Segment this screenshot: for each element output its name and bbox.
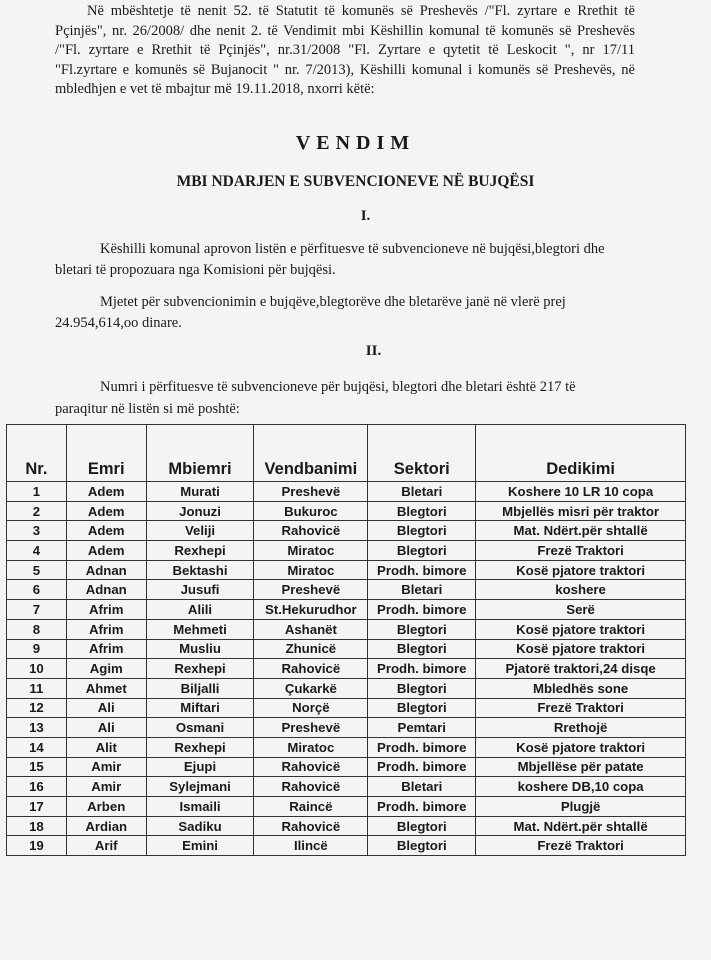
table-row	[7, 541, 686, 561]
cell-sektori: Blegtori	[368, 816, 476, 836]
column-header-mbiemri: Mbiemri	[146, 425, 254, 482]
table-row	[7, 482, 686, 502]
cell-emri: Ardian	[66, 816, 146, 836]
cell-sektori: Bletari	[368, 482, 476, 502]
cell-nr: 8	[7, 619, 67, 639]
section-1-text-line: 24.954,614,oo dinare.	[55, 315, 182, 331]
cell-dedikimi: Frezë Traktori	[476, 541, 686, 561]
cell-nr: 9	[7, 639, 67, 659]
document-title: VENDIM	[295, 132, 416, 154]
cell-vendbanimi: Miratoc	[254, 737, 368, 757]
cell-nr: 14	[7, 737, 67, 757]
cell-emri: Adem	[66, 521, 146, 541]
section-1-text-line: bletari të propozuara nga Komisioni për bujqësi.	[55, 262, 336, 278]
cell-sektori: Pemtari	[368, 718, 476, 738]
cell-nr: 15	[7, 757, 67, 777]
cell-mbiemri: Sylejmani	[146, 777, 254, 797]
table-row	[7, 816, 686, 836]
cell-vendbanimi: St.Hekurudhor	[254, 600, 368, 620]
table-row	[7, 619, 686, 639]
cell-nr: 4	[7, 541, 67, 561]
cell-vendbanimi: Ashanët	[254, 619, 368, 639]
table-row	[7, 521, 686, 541]
cell-nr: 17	[7, 797, 67, 817]
section-2-text-line: Numri i përfituesve të subvencioneve për bujqësi, blegtori dhe bletari është 217 të	[100, 379, 576, 395]
cell-emri: Ali	[66, 718, 146, 738]
cell-sektori: Blegtori	[368, 501, 476, 521]
cell-vendbanimi: Ilincë	[254, 836, 368, 856]
cell-vendbanimi: Miratoc	[254, 560, 368, 580]
table-row	[7, 777, 686, 797]
cell-nr: 3	[7, 521, 67, 541]
cell-emri: Arben	[66, 797, 146, 817]
cell-emri: Agim	[66, 659, 146, 679]
cell-dedikimi: koshere	[476, 580, 686, 600]
cell-mbiemri: Sadiku	[146, 816, 254, 836]
column-header-dedikimi: Dedikimi	[476, 425, 686, 482]
table-row	[7, 757, 686, 777]
section-1-text-line: Mjetet për subvencionimin e bujqëve,blegtorëve dhe bletarëve janë në vlerë prej	[100, 294, 566, 310]
cell-dedikimi: Mat. Ndërt.për shtallë	[476, 816, 686, 836]
cell-nr: 2	[7, 501, 67, 521]
cell-vendbanimi: Preshevë	[254, 482, 368, 502]
cell-mbiemri: Emini	[146, 836, 254, 856]
table-row	[7, 836, 686, 856]
table-row	[7, 600, 686, 620]
cell-dedikimi: Mbjellës misri për traktor	[476, 501, 686, 521]
cell-dedikimi: Kosë pjatore traktori	[476, 737, 686, 757]
cell-emri: Alit	[66, 737, 146, 757]
cell-nr: 16	[7, 777, 67, 797]
column-header-nr: Nr.	[7, 425, 67, 482]
column-header-sektori: Sektori	[368, 425, 476, 482]
cell-sektori: Blegtori	[368, 619, 476, 639]
cell-emri: Ali	[66, 698, 146, 718]
cell-mbiemri: Bektashi	[146, 560, 254, 580]
cell-emri: Afrim	[66, 639, 146, 659]
cell-mbiemri: Jusufi	[146, 580, 254, 600]
cell-mbiemri: Miftari	[146, 698, 254, 718]
cell-dedikimi: Pjatorë traktori,24 disqe	[476, 659, 686, 679]
cell-nr: 11	[7, 678, 67, 698]
section-2-text-line: paraqitur në listën si më poshtë:	[55, 401, 240, 417]
cell-vendbanimi: Preshevë	[254, 580, 368, 600]
cell-sektori: Blegtori	[368, 836, 476, 856]
column-header-vendbanimi: Vendbanimi	[254, 425, 368, 482]
cell-sektori: Bletari	[368, 580, 476, 600]
cell-nr: 6	[7, 580, 67, 600]
cell-vendbanimi: Rahovicë	[254, 777, 368, 797]
table-row	[7, 501, 686, 521]
cell-emri: Ahmet	[66, 678, 146, 698]
cell-mbiemri: Musliu	[146, 639, 254, 659]
cell-mbiemri: Mehmeti	[146, 619, 254, 639]
cell-dedikimi: Koshere 10 LR 10 copa	[476, 482, 686, 502]
cell-sektori: Blegtori	[368, 521, 476, 541]
cell-mbiemri: Osmani	[146, 718, 254, 738]
cell-nr: 10	[7, 659, 67, 679]
table-row	[7, 678, 686, 698]
intro-line: mbledhjen e vet të mbajtur më 19.11.2018, nxorri këtë:	[55, 81, 375, 97]
section-heading-2: II.	[365, 343, 382, 359]
cell-sektori: Prodh. bimore	[368, 737, 476, 757]
cell-emri: Amir	[66, 757, 146, 777]
table-row	[7, 639, 686, 659]
cell-mbiemri: Veliji	[146, 521, 254, 541]
table-row	[7, 659, 686, 679]
section-1-text-line: Këshilli komunal aprovon listën e përfituesve të subvencioneve në bujqësi,blegtori dhe	[100, 241, 605, 257]
cell-vendbanimi: Raincë	[254, 797, 368, 817]
table-row	[7, 580, 686, 600]
cell-sektori: Blegtori	[368, 698, 476, 718]
table-row	[7, 797, 686, 817]
cell-dedikimi: Rrethojë	[476, 718, 686, 738]
cell-emri: Arif	[66, 836, 146, 856]
cell-emri: Adnan	[66, 560, 146, 580]
cell-vendbanimi: Preshevë	[254, 718, 368, 738]
table-row	[7, 718, 686, 738]
cell-nr: 1	[7, 482, 67, 502]
cell-vendbanimi: Zhunicë	[254, 639, 368, 659]
cell-mbiemri: Jonuzi	[146, 501, 254, 521]
cell-vendbanimi: Bukuroc	[254, 501, 368, 521]
cell-emri: Adem	[66, 541, 146, 561]
cell-sektori: Bletari	[368, 777, 476, 797]
cell-emri: Afrim	[66, 619, 146, 639]
cell-vendbanimi: Rahovicë	[254, 659, 368, 679]
cell-sektori: Prodh. bimore	[368, 659, 476, 679]
intro-line: /"Fl. zyrtare e Rrethit të Pçinjës", nr.31/2008 "Fl. Zyrtare e qytetit të Leskocit ", nr 17/11	[55, 42, 635, 58]
cell-nr: 5	[7, 560, 67, 580]
cell-nr: 12	[7, 698, 67, 718]
cell-dedikimi: Kosë pjatore traktori	[476, 619, 686, 639]
cell-dedikimi: Serë	[476, 600, 686, 620]
cell-sektori: Blegtori	[368, 541, 476, 561]
cell-mbiemri: Ejupi	[146, 757, 254, 777]
cell-mbiemri: Rexhepi	[146, 737, 254, 757]
intro-line: "Fl.zyrtare e komunës së Bujanocit " nr. 7/2013), Këshilli komunal i komunës së Preshevës, në	[55, 61, 635, 78]
cell-dedikimi: Kosë pjatore traktori	[476, 560, 686, 580]
cell-nr: 19	[7, 836, 67, 856]
cell-emri: Adnan	[66, 580, 146, 600]
cell-vendbanimi: Miratoc	[254, 541, 368, 561]
beneficiaries-table	[6, 424, 686, 856]
section-heading-1: I.	[360, 208, 371, 224]
table-header-row	[7, 425, 686, 482]
table-body	[7, 482, 686, 856]
cell-mbiemri: Rexhepi	[146, 541, 254, 561]
cell-dedikimi: Mbjellëse për patate	[476, 757, 686, 777]
intro-paragraph	[55, 2, 635, 100]
cell-nr: 18	[7, 816, 67, 836]
cell-mbiemri: Alili	[146, 600, 254, 620]
cell-sektori: Blegtori	[368, 639, 476, 659]
cell-vendbanimi: Çukarkë	[254, 678, 368, 698]
cell-mbiemri: Rexhepi	[146, 659, 254, 679]
cell-mbiemri: Murati	[146, 482, 254, 502]
cell-dedikimi: Frezë Traktori	[476, 836, 686, 856]
cell-sektori: Prodh. bimore	[368, 757, 476, 777]
cell-nr: 13	[7, 718, 67, 738]
intro-line: Pçinjës", nr. 26/2008/ dhe nenit 2. të Vendimit mbi Këshillin komunal të komunës së Preshevës	[55, 22, 635, 39]
cell-sektori: Prodh. bimore	[368, 797, 476, 817]
cell-nr: 7	[7, 600, 67, 620]
table-row	[7, 560, 686, 580]
cell-dedikimi: Kosë pjatore traktori	[476, 639, 686, 659]
cell-vendbanimi: Rahovicë	[254, 757, 368, 777]
cell-mbiemri: Ismaili	[146, 797, 254, 817]
table-row	[7, 698, 686, 718]
intro-line: Në mbështetje të nenit 52. të Statutit të komunës së Preshevës /"Fl. zyrtare e Rrethit të	[87, 3, 635, 19]
cell-dedikimi: Frezë Traktori	[476, 698, 686, 718]
document-subtitle: MBI NDARJEN E SUBVENCIONEVE NË BUJQËSI	[176, 173, 535, 190]
cell-sektori: Prodh. bimore	[368, 560, 476, 580]
cell-emri: Amir	[66, 777, 146, 797]
cell-emri: Adem	[66, 482, 146, 502]
cell-dedikimi: Plugjë	[476, 797, 686, 817]
cell-dedikimi: Mbledhës sone	[476, 678, 686, 698]
cell-vendbanimi: Rahovicë	[254, 521, 368, 541]
cell-emri: Adem	[66, 501, 146, 521]
cell-vendbanimi: Rahovicë	[254, 816, 368, 836]
column-header-emri: Emri	[66, 425, 146, 482]
table-row	[7, 737, 686, 757]
cell-dedikimi: Mat. Ndërt.për shtallë	[476, 521, 686, 541]
cell-sektori: Prodh. bimore	[368, 600, 476, 620]
cell-emri: Afrim	[66, 600, 146, 620]
cell-mbiemri: Biljalli	[146, 678, 254, 698]
cell-dedikimi: koshere DB,10 copa	[476, 777, 686, 797]
cell-sektori: Blegtori	[368, 678, 476, 698]
cell-vendbanimi: Norçë	[254, 698, 368, 718]
